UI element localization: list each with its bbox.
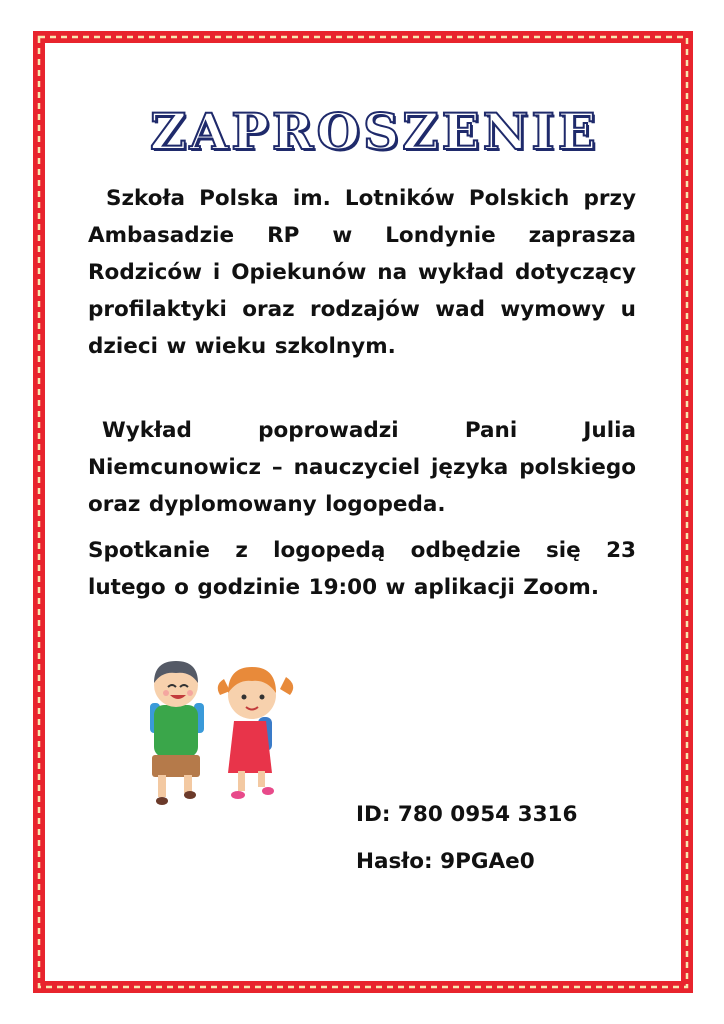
- speaker-paragraph: Wykład poprowadzi Pani Julia Niemcunowicz – nauczyciel języka polskiego oraz dyplomowany logopeda.: [88, 418, 636, 517]
- kids-with-backpacks-icon: [140, 655, 305, 815]
- page-title: ZAPROSZENIE: [150, 102, 599, 161]
- boy-figure: [150, 661, 204, 805]
- meeting-password: Hasło: 9PGAe0: [356, 849, 535, 874]
- intro-paragraph: Szkoła Polska im. Lotników Polskich przy Ambasadzie RP w Londynie zaprasza Rodziców i Opiekunów na wykład dotyczący profilaktyki oraz rodzajów wad wymowy u dzieci w wieku szkolnym.: [88, 186, 636, 359]
- meeting-paragraph: Spotkanie z logopedą odbędzie się 23 lutego o godzinie 19:00 w aplikacji Zoom.: [88, 538, 636, 600]
- girl-figure: [218, 667, 293, 799]
- meeting-id: ID: 780 0954 3316: [356, 802, 578, 827]
